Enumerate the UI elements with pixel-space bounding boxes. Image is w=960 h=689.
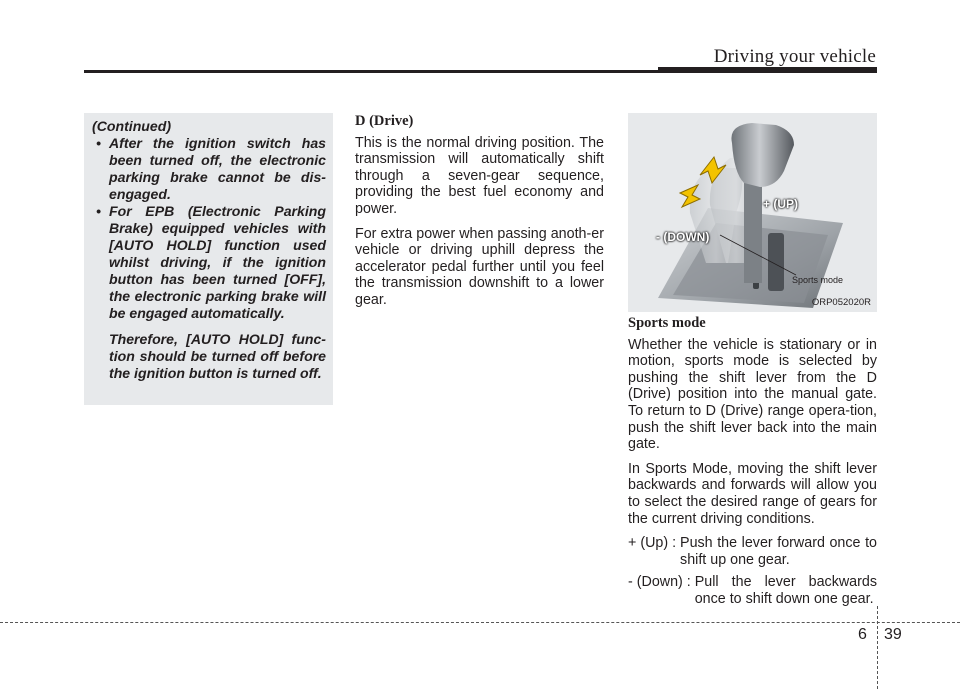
page-chapter: 6 [858, 626, 867, 643]
warning-extra: Therefore, [AUTO HOLD] func-tion should be turned off before the ignition button is turned off. [109, 331, 326, 381]
drive-heading: D (Drive) [355, 113, 414, 129]
footer-rule [0, 622, 960, 623]
warning-box [84, 113, 333, 405]
header-rule-accent [658, 67, 877, 73]
sports-heading: Sports mode [628, 315, 706, 331]
label-sports-mode: Sports mode [792, 275, 844, 285]
warning-item: • For EPB (Electronic Parking Brake) equipped vehicles with [AUTO HOLD] function used whilst driving, if the ignition button has been turned [OFF], the electronic parking brake will be engaged automatically. [96, 203, 326, 321]
warning-continued: (Continued) [92, 118, 172, 134]
definition-key: - (Down) : [628, 574, 695, 591]
shift-definition [628, 535, 877, 568]
drive-paragraph: For extra power when passing anoth-er vehicle or driving uphill depress the accelerator pedal further until you feel the transmission downshift to a lower gear. [355, 225, 604, 308]
drive-column [355, 113, 604, 317]
sports-paragraph: Whether the vehicle is stationary or in motion, sports mode is selected by pushing the shift lever from the D (Drive) position into the manual gate. To return to D (Drive) range opera-tion, push the shift lever back into the main gate. [628, 336, 877, 453]
lever-shaft [744, 173, 762, 283]
definition-value: Push the lever forward once to shift up one gear. [680, 535, 877, 568]
footer-divider [877, 606, 878, 689]
label-down: - (DOWN) [656, 230, 710, 244]
sports-column [628, 315, 877, 614]
warning-item: • After the ignition switch has been turned off, the electronic parking brake cannot be dis-engaged. [96, 135, 326, 202]
bullet-icon: • [96, 203, 101, 219]
definition-value: Pull the lever backwards once to shift down one gear. [694, 574, 877, 607]
header-title: Driving your vehicle [713, 46, 876, 67]
lever-knob [731, 123, 794, 187]
gate-indicator [768, 233, 784, 291]
drive-paragraph: This is the normal driving position. The transmission will automatically shift through a seven-gear sequence, providing the best fuel economy and power. [355, 134, 604, 217]
sports-paragraph: In Sports Mode, moving the shift lever backwards and forwards will allow you to select the desired range of gears for the current driving conditions. [628, 460, 877, 527]
figure-caption: ORP052020R [811, 297, 871, 308]
label-up: + (UP) [763, 197, 799, 211]
page-number: 39 [884, 626, 902, 643]
shift-definition [628, 574, 877, 607]
bullet-icon: • [96, 135, 101, 151]
definition-key: + (Up) : [628, 535, 681, 552]
shift-lever-figure [628, 113, 877, 312]
